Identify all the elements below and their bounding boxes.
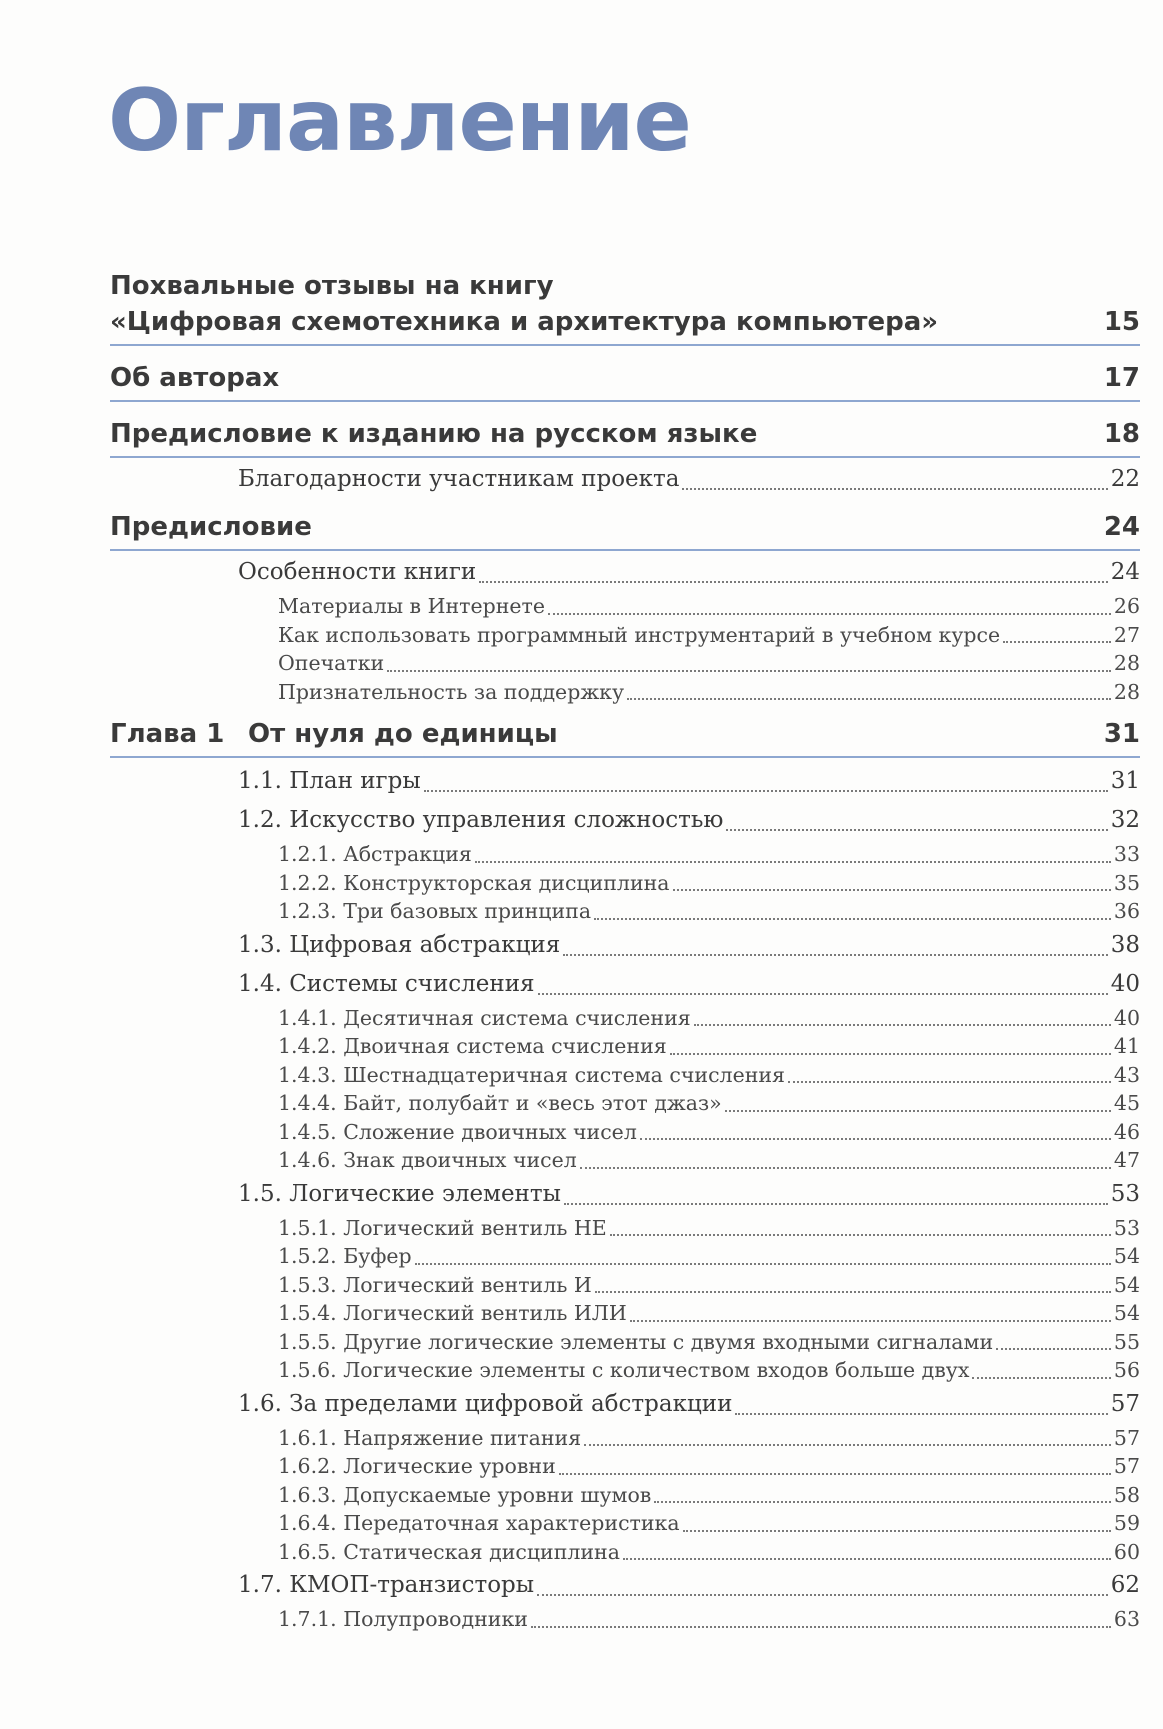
dot-leader [415,1263,1111,1265]
entry-title: 1.4.3. Шестнадцатеричная система счисления [278,1062,785,1087]
chapter-name: От нуля до единицы [248,719,558,749]
toc-subentry[interactable] [110,1214,1140,1243]
toc-subentry[interactable] [110,1538,1140,1567]
toc-entry[interactable] [110,762,1140,801]
page-number: 35 [1113,870,1140,895]
dot-leader [538,993,1108,995]
page-number: 15 [1103,307,1140,337]
section-title [110,268,1104,340]
section-title-line1: Похвальные отзывы на книгу [110,271,554,301]
entry-title: Особенности книги [238,559,477,585]
toc-subentry[interactable] [110,1146,1140,1175]
entry-title: 1.3. Цифровая абстракция [238,931,561,958]
chapter-number: Глава 1 [110,719,225,749]
dot-leader [630,1320,1111,1322]
toc-section-authors[interactable] [110,360,1140,402]
toc-section-preface[interactable] [110,509,1140,551]
entry-title: 1.4.2. Двоичная система счисления [278,1034,667,1058]
chapter-title [110,716,1104,752]
toc-subentry[interactable] [110,1509,1140,1538]
toc-section-ru-preface[interactable] [110,416,1140,458]
dot-leader [673,889,1111,891]
toc-subentry[interactable] [110,1242,1140,1271]
entry-title: 1.4.4. Байт, полубайт и «весь этот джаз» [278,1091,722,1115]
entry-title: 1.5.2. Буфер [278,1244,412,1268]
entry-title: 1.6.5. Статическая дисциплина [278,1539,620,1564]
dot-leader [584,1444,1111,1446]
toc-entry[interactable] [110,801,1140,840]
page-number: 38 [1110,931,1140,958]
dot-leader [479,581,1108,583]
toc-subentry[interactable] [110,1605,1140,1634]
page-number: 33 [1113,842,1140,866]
toc-entry[interactable] [110,460,1140,499]
toc-subentry[interactable] [110,840,1140,869]
entry-title: Признательность за поддержку [278,679,625,704]
page-number: 53 [1113,1215,1140,1240]
dot-leader [623,1558,1111,1560]
page-number: 57 [1110,1390,1140,1417]
dot-leader [725,1110,1111,1112]
entry-title: 1.2.1. Абстракция [278,842,472,866]
dot-leader [1003,641,1111,643]
toc-subentry[interactable] [110,869,1140,898]
toc-subentry[interactable] [110,1271,1140,1300]
entry-title: 1.6.4. Передаточная характеристика [278,1511,680,1535]
toc-subentry[interactable] [110,1356,1140,1385]
toc-section-praise[interactable] [110,268,1140,346]
page-number: 31 [1103,719,1140,749]
dot-leader [682,488,1107,490]
entry-title: 1.6. За пределами цифровой абстракции [238,1390,733,1417]
toc-subentry[interactable] [110,1299,1140,1328]
toc-subentry[interactable] [110,1424,1140,1453]
page-number: 54 [1113,1244,1140,1268]
dot-leader [559,1473,1111,1475]
dot-leader [654,1501,1111,1503]
dot-leader [563,954,1107,956]
dot-leader [594,918,1111,920]
page-number: 18 [1103,419,1140,449]
entry-title: 1.6.1. Напряжение питания [278,1425,582,1450]
dot-leader [726,829,1107,831]
page-number: 57 [1113,1425,1140,1450]
entry-title: 1.6.2. Логические уровни [278,1454,556,1478]
page-number: 54 [1113,1301,1140,1325]
page-number: 17 [1103,363,1140,393]
entry-title: 1.5.1. Логический вентиль НЕ [278,1215,607,1240]
dot-leader [424,790,1108,792]
toc-subentry[interactable] [110,1032,1140,1061]
page-number: 40 [1113,1005,1140,1030]
page-number: 22 [1110,466,1140,492]
entry-title: 1.4.1. Десятичная система счисления [278,1005,691,1030]
dot-leader [610,1234,1111,1236]
entry-title: Материалы в Интернете [278,594,546,618]
page-number: 40 [1110,970,1140,997]
dot-leader [670,1053,1111,1055]
entry-title: 1.5. Логические элементы [238,1180,561,1207]
page-number: 28 [1113,679,1140,704]
dot-leader [387,670,1111,672]
section-title-line2: «Цифровая схемотехника и архитектура компьютера» [110,307,939,337]
entry-title: Опечатки [278,651,385,675]
toc-subentry[interactable] [110,1061,1140,1090]
table-of-contents [110,268,1140,1634]
entry-title: 1.2. Искусство управления сложностью [238,807,724,833]
dot-leader [694,1024,1111,1026]
page-number: 43 [1113,1062,1140,1087]
page-number: 62 [1110,1572,1140,1598]
entry-title: Благодарности участникам проекта [238,466,680,492]
toc-subentry[interactable] [110,1481,1140,1510]
page-number: 57 [1113,1454,1140,1478]
page-number: 24 [1110,559,1140,585]
dot-leader [788,1081,1111,1083]
dot-leader [996,1348,1111,1350]
dot-leader [564,1203,1108,1205]
page-number: 31 [1110,768,1140,794]
dot-leader [548,613,1111,615]
entry-title: 1.5.5. Другие логические элементы с двумя входными сигналами [278,1329,994,1354]
page-number: 47 [1113,1148,1140,1172]
toc-entry[interactable] [110,965,1140,1004]
entry-title: 1.5.4. Логический вентиль ИЛИ [278,1301,627,1325]
dot-leader [972,1377,1111,1379]
entry-title: 1.2.3. Три базовых принципа [278,899,592,923]
entry-title: 1.2.2. Конструкторская дисциплина [278,870,670,895]
toc-subentry[interactable] [110,649,1140,678]
entry-title: 1.7. КМОП-транзисторы [238,1572,535,1598]
entry-title: 1.5.3. Логический вентиль И [278,1272,592,1297]
entry-title: 1.7.1. Полупроводники [278,1607,528,1631]
page-number: 55 [1113,1329,1140,1354]
page-number: 46 [1113,1119,1140,1144]
page-number: 60 [1113,1539,1140,1564]
section-title: Предисловие [110,512,312,542]
entry-title: 1.5.6. Логические элементы с количеством входов больше двух [278,1358,970,1382]
entry-title: 1.1. План игры [238,768,421,794]
dot-leader [475,861,1111,863]
toc-subentry[interactable] [110,678,1140,707]
page-number: 45 [1113,1091,1140,1115]
entry-title: 1.4.6. Знак двоичных чисел [278,1148,577,1172]
toc-subentry[interactable] [110,1452,1140,1481]
entry-title: 1.4.5. Сложение двоичных чисел [278,1119,637,1144]
page-number: 59 [1113,1511,1140,1535]
entry-title: 1.6.3. Допускаемые уровни шумов [278,1482,652,1507]
toc-chapter-1[interactable] [110,716,1140,758]
page-number: 27 [1113,622,1140,647]
page-number: 36 [1113,899,1140,923]
page-number: 32 [1110,807,1140,833]
toc-entry[interactable] [110,1175,1140,1214]
page-number: 56 [1113,1358,1140,1382]
entry-title: Как использовать программный инструментарий в учебном курсе [278,622,1001,647]
page-number: 53 [1110,1180,1140,1207]
page-number: 28 [1113,651,1140,675]
toc-subentry[interactable] [110,592,1140,621]
section-title: Предисловие к изданию на русском языке [110,419,758,449]
dot-leader [531,1626,1111,1628]
dot-leader [580,1167,1111,1169]
page-number: 41 [1113,1034,1140,1058]
toc-entry[interactable] [110,553,1140,592]
dot-leader [595,1291,1111,1293]
toc-subentry[interactable] [110,1089,1140,1118]
dot-leader [537,1594,1108,1596]
page-number: 26 [1113,594,1140,618]
dot-leader [683,1530,1111,1532]
page-number: 24 [1103,512,1140,542]
toc-subentry[interactable] [110,897,1140,926]
toc-subentry[interactable] [110,1328,1140,1357]
dot-leader [640,1138,1111,1140]
page-number: 54 [1113,1272,1140,1297]
page-title: Оглавление [108,71,691,171]
toc-subentry[interactable] [110,1118,1140,1147]
page-number: 58 [1113,1482,1140,1507]
toc-entry[interactable] [110,1566,1140,1605]
toc-subentry[interactable] [110,621,1140,650]
toc-entry[interactable] [110,926,1140,965]
entry-title: 1.4. Системы счисления [238,970,535,997]
dot-leader [627,698,1111,700]
toc-subentry[interactable] [110,1004,1140,1033]
dot-leader [735,1413,1107,1415]
toc-entry[interactable] [110,1385,1140,1424]
section-title: Об авторах [110,363,280,393]
page-number: 63 [1113,1607,1140,1631]
